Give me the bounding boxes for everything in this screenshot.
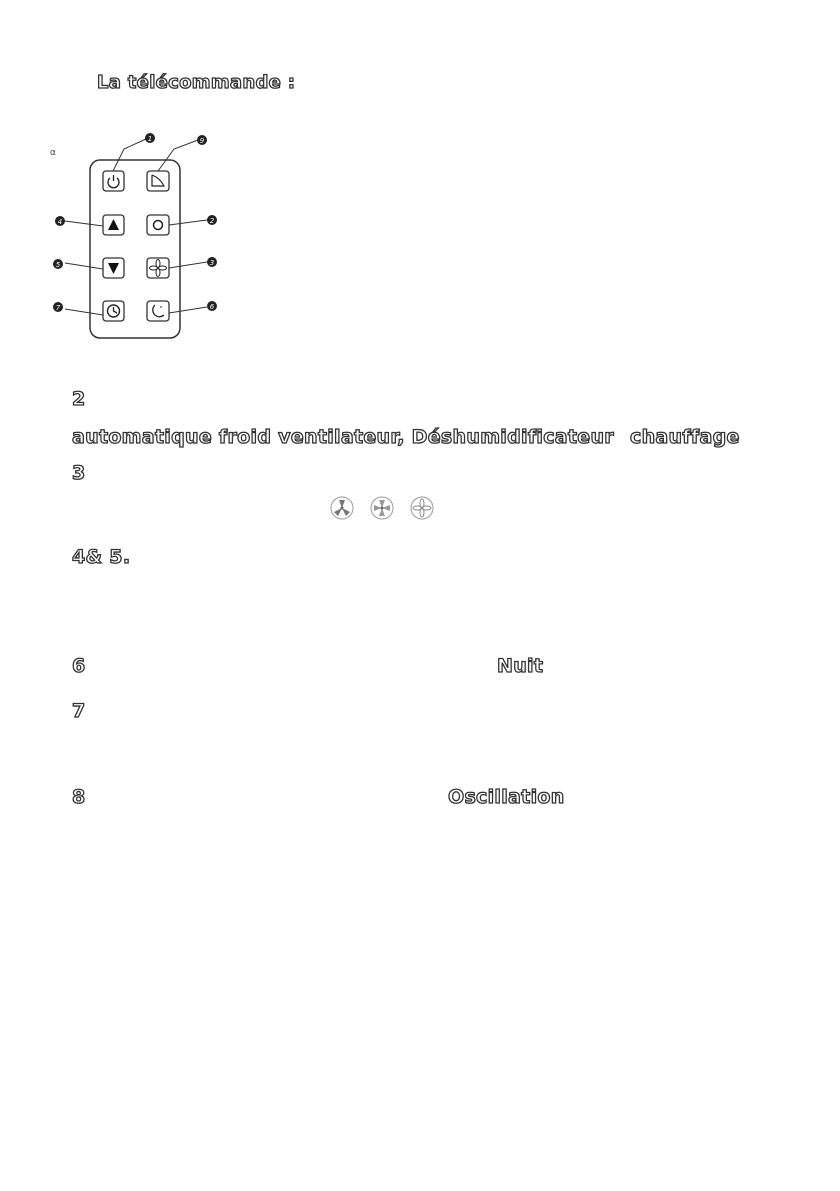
- fan-button: [147, 258, 169, 278]
- section-6-number: 6: [72, 655, 86, 677]
- section-8-number: 8: [72, 786, 86, 808]
- down-button: [103, 258, 124, 278]
- fan-speed-low-icon: [331, 497, 353, 519]
- callout-6: [207, 301, 217, 311]
- svg-text:1: 1: [147, 135, 153, 143]
- power-button: [103, 171, 124, 191]
- callout-1: [145, 133, 155, 143]
- section-8-keyword: Oscillation: [448, 786, 565, 808]
- svg-text:3: 3: [209, 259, 215, 267]
- svg-text:7: 7: [55, 304, 61, 312]
- section-2-modes: automatique froid ventilateur, Déshumidificateur: [72, 426, 614, 448]
- up-button: [103, 215, 124, 235]
- timer-button: [103, 301, 124, 321]
- callout-4: [55, 216, 65, 226]
- callout-7: [53, 302, 63, 312]
- callout-2: [207, 215, 217, 225]
- section-4-5-number: 4& 5.: [72, 546, 131, 568]
- callout-5: [53, 259, 63, 269]
- mode-button: [147, 215, 169, 235]
- callout-9: [197, 135, 207, 145]
- section-7-number: 7: [72, 700, 86, 722]
- fan-speed-high-icon: [411, 497, 433, 519]
- fan-speed-medium-icon: [371, 497, 393, 519]
- section-2-number: 2: [72, 388, 86, 410]
- sleep-button: [147, 301, 169, 321]
- oscillation-button: [147, 171, 169, 191]
- remote-control-diagram: [40, 125, 240, 350]
- section-3-number: 3: [72, 462, 86, 484]
- svg-text:6: 6: [209, 303, 215, 311]
- callout-3: [207, 257, 217, 267]
- page-title: La télécommande :: [97, 72, 296, 93]
- corner-mark: α: [50, 148, 56, 158]
- svg-text:9: 9: [199, 137, 205, 145]
- section-6-keyword: Nuit: [497, 655, 544, 677]
- section-2-heating: chauffage: [630, 426, 740, 448]
- svg-text:2: 2: [209, 217, 215, 225]
- fan-speed-icons: [330, 494, 450, 524]
- svg-text:4: 4: [57, 218, 63, 226]
- svg-text:5: 5: [55, 261, 61, 269]
